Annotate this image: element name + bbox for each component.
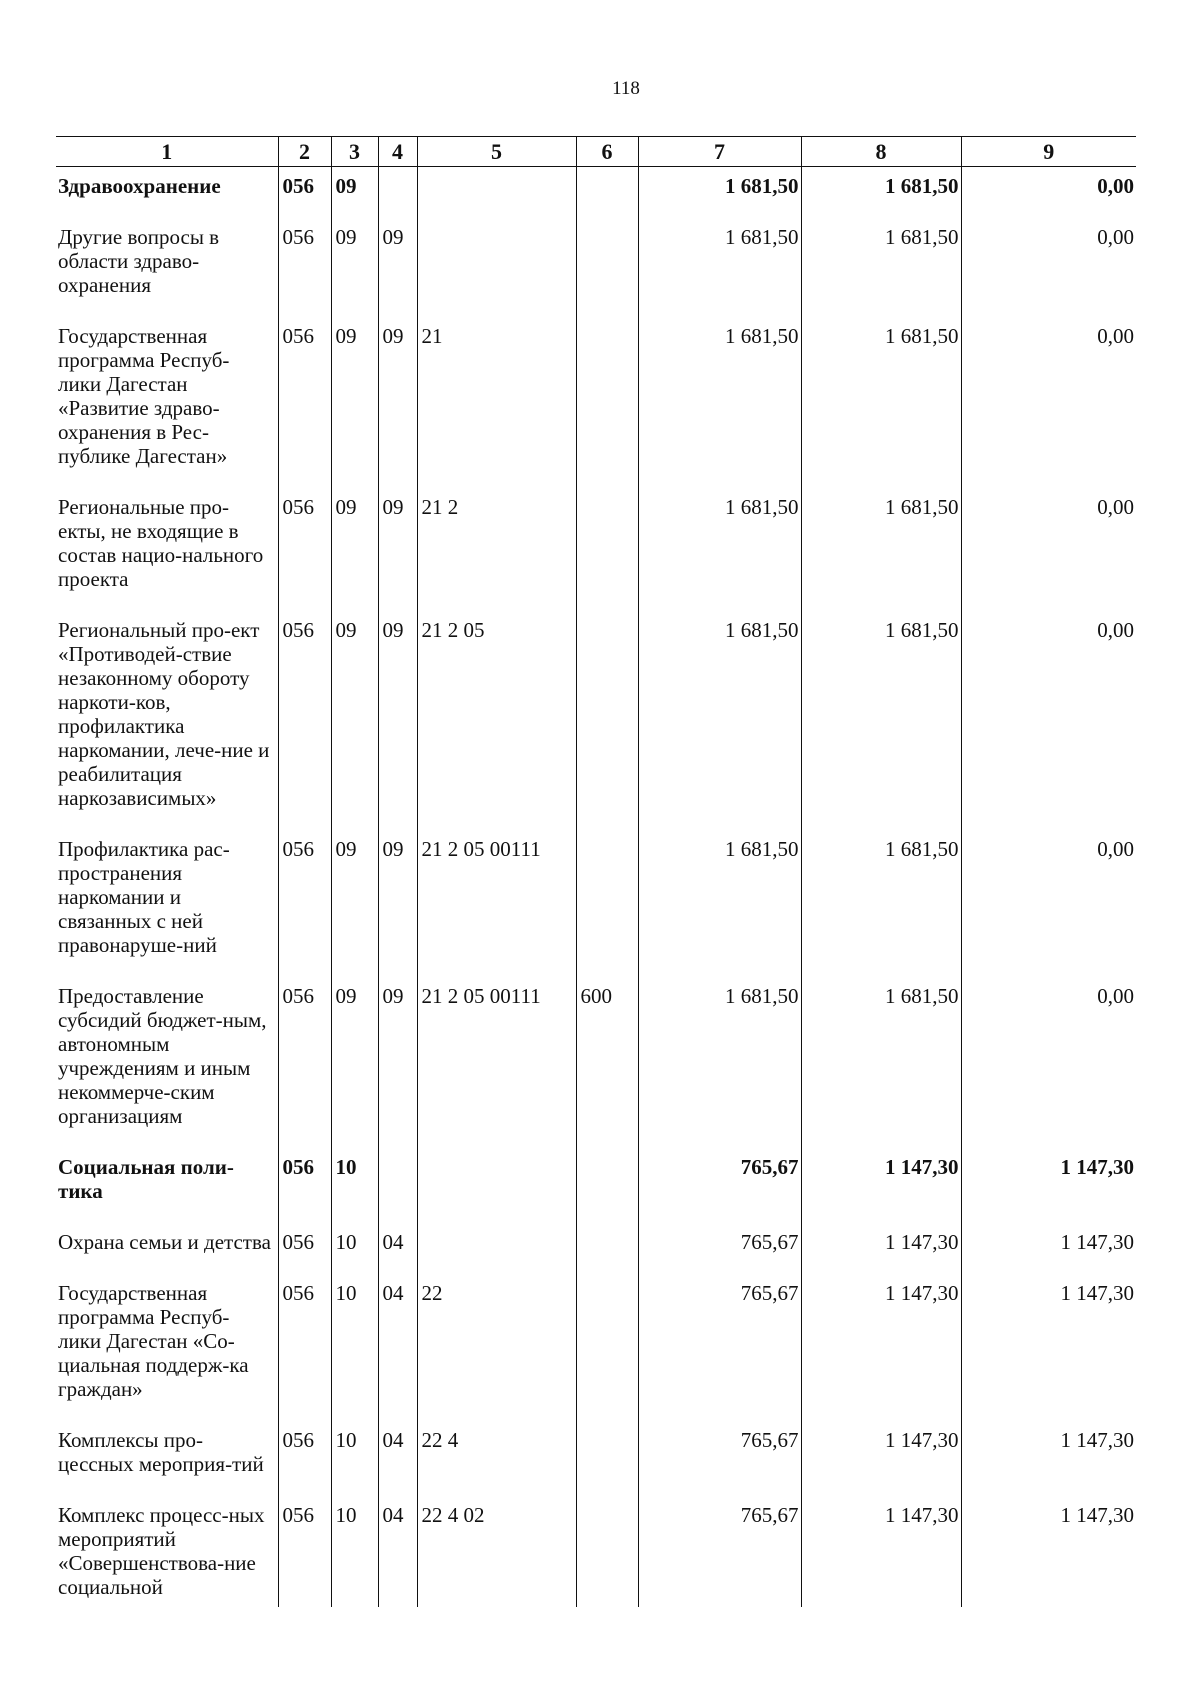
table-row bbox=[56, 167, 1136, 219]
cell-subsection bbox=[378, 167, 417, 219]
cell-amount-9: 1 147,30 bbox=[961, 1274, 1136, 1421]
cell-amount-9: 0,00 bbox=[961, 218, 1136, 317]
table-row bbox=[56, 1274, 1136, 1421]
cell-subsection: 09 bbox=[378, 488, 417, 611]
cell-amount-8: 1 681,50 bbox=[801, 488, 961, 611]
cell-amount-8: 1 147,30 bbox=[801, 1496, 961, 1607]
cell-amount-9: 1 147,30 bbox=[961, 1148, 1136, 1223]
table-row bbox=[56, 1421, 1136, 1496]
cell-amount-8: 1 147,30 bbox=[801, 1421, 961, 1496]
cell-admin-code: 056 bbox=[278, 218, 331, 317]
cell-section: 09 bbox=[331, 977, 378, 1148]
cell-amount-9: 0,00 bbox=[961, 167, 1136, 219]
table-row bbox=[56, 1496, 1136, 1607]
cell-section: 10 bbox=[331, 1148, 378, 1223]
cell-target-article: 21 bbox=[417, 317, 576, 488]
cell-subsection: 09 bbox=[378, 830, 417, 977]
cell-name: Комплекс процесс-ных мероприятий «Совершенствова-ние социальной bbox=[56, 1496, 278, 1607]
cell-amount-8: 1 681,50 bbox=[801, 611, 961, 830]
cell-expense-type bbox=[576, 488, 638, 611]
cell-admin-code: 056 bbox=[278, 1496, 331, 1607]
cell-admin-code: 056 bbox=[278, 1421, 331, 1496]
table-row bbox=[56, 488, 1136, 611]
cell-section: 09 bbox=[331, 830, 378, 977]
page-number: 118 bbox=[612, 78, 640, 99]
cell-target-article: 21 2 05 bbox=[417, 611, 576, 830]
column-header: 3 bbox=[331, 137, 378, 167]
cell-name: Комплексы про-цессных мероприя-тий bbox=[56, 1421, 278, 1496]
cell-section: 10 bbox=[331, 1496, 378, 1607]
cell-expense-type bbox=[576, 218, 638, 317]
budget-table bbox=[56, 136, 1136, 1607]
cell-section: 09 bbox=[331, 167, 378, 219]
cell-amount-8: 1 681,50 bbox=[801, 218, 961, 317]
column-header: 1 bbox=[56, 137, 278, 167]
cell-amount-7: 765,67 bbox=[638, 1223, 801, 1274]
cell-amount-8: 1 147,30 bbox=[801, 1148, 961, 1223]
cell-amount-9: 1 147,30 bbox=[961, 1223, 1136, 1274]
cell-amount-7: 1 681,50 bbox=[638, 830, 801, 977]
column-header: 9 bbox=[961, 137, 1136, 167]
column-header: 2 bbox=[278, 137, 331, 167]
cell-name: Социальная поли-тика bbox=[56, 1148, 278, 1223]
cell-target-article: 21 2 05 00111 bbox=[417, 830, 576, 977]
cell-admin-code: 056 bbox=[278, 167, 331, 219]
cell-expense-type bbox=[576, 611, 638, 830]
cell-amount-7: 765,67 bbox=[638, 1148, 801, 1223]
cell-name: Предоставление субсидий бюджет-ным, автономным учреждениям и иным некоммерче-ским организациям bbox=[56, 977, 278, 1148]
column-header: 5 bbox=[417, 137, 576, 167]
cell-target-article bbox=[417, 167, 576, 219]
cell-amount-8: 1 147,30 bbox=[801, 1274, 961, 1421]
column-header: 8 bbox=[801, 137, 961, 167]
cell-name: Охрана семьи и детства bbox=[56, 1223, 278, 1274]
cell-admin-code: 056 bbox=[278, 1148, 331, 1223]
cell-subsection: 09 bbox=[378, 317, 417, 488]
cell-target-article: 22 4 bbox=[417, 1421, 576, 1496]
cell-subsection: 04 bbox=[378, 1223, 417, 1274]
table-row bbox=[56, 1223, 1136, 1274]
cell-expense-type bbox=[576, 1496, 638, 1607]
cell-subsection bbox=[378, 1148, 417, 1223]
cell-name: Государственная программа Респуб-лики Дагестан «Развитие здраво-охранения в Рес-публике Дагестан» bbox=[56, 317, 278, 488]
cell-amount-8: 1 681,50 bbox=[801, 317, 961, 488]
cell-amount-9: 0,00 bbox=[961, 488, 1136, 611]
cell-admin-code: 056 bbox=[278, 1223, 331, 1274]
cell-amount-9: 1 147,30 bbox=[961, 1496, 1136, 1607]
cell-amount-7: 1 681,50 bbox=[638, 167, 801, 219]
cell-target-article bbox=[417, 1223, 576, 1274]
cell-subsection: 09 bbox=[378, 611, 417, 830]
table-row bbox=[56, 977, 1136, 1148]
cell-amount-8: 1 681,50 bbox=[801, 167, 961, 219]
cell-expense-type bbox=[576, 1223, 638, 1274]
table-row bbox=[56, 1148, 1136, 1223]
header-row bbox=[56, 137, 1136, 167]
cell-target-article bbox=[417, 218, 576, 317]
cell-expense-type bbox=[576, 1274, 638, 1421]
cell-admin-code: 056 bbox=[278, 488, 331, 611]
column-header: 6 bbox=[576, 137, 638, 167]
cell-section: 10 bbox=[331, 1223, 378, 1274]
cell-expense-type bbox=[576, 317, 638, 488]
cell-amount-9: 0,00 bbox=[961, 830, 1136, 977]
cell-amount-8: 1 681,50 bbox=[801, 977, 961, 1148]
cell-section: 10 bbox=[331, 1274, 378, 1421]
cell-section: 10 bbox=[331, 1421, 378, 1496]
cell-amount-7: 765,67 bbox=[638, 1274, 801, 1421]
cell-amount-8: 1 681,50 bbox=[801, 830, 961, 977]
cell-amount-7: 1 681,50 bbox=[638, 317, 801, 488]
cell-amount-7: 1 681,50 bbox=[638, 611, 801, 830]
column-header: 7 bbox=[638, 137, 801, 167]
cell-admin-code: 056 bbox=[278, 830, 331, 977]
cell-section: 09 bbox=[331, 611, 378, 830]
cell-admin-code: 056 bbox=[278, 977, 331, 1148]
cell-amount-9: 0,00 bbox=[961, 317, 1136, 488]
cell-expense-type bbox=[576, 167, 638, 219]
cell-amount-7: 1 681,50 bbox=[638, 977, 801, 1148]
cell-amount-9: 0,00 bbox=[961, 611, 1136, 830]
cell-subsection: 04 bbox=[378, 1496, 417, 1607]
cell-amount-9: 1 147,30 bbox=[961, 1421, 1136, 1496]
cell-expense-type bbox=[576, 1148, 638, 1223]
table-row bbox=[56, 611, 1136, 830]
column-header: 4 bbox=[378, 137, 417, 167]
cell-amount-7: 1 681,50 bbox=[638, 488, 801, 611]
cell-expense-type bbox=[576, 830, 638, 977]
cell-amount-9: 0,00 bbox=[961, 977, 1136, 1148]
cell-expense-type bbox=[576, 1421, 638, 1496]
cell-name: Региональный про-ект «Противодей-ствие незаконному обороту наркоти-ков, профилактика наркомании, лече-ние и реабилитация наркозависимых» bbox=[56, 611, 278, 830]
cell-name: Региональные про-екты, не входящие в состав нацио-нального проекта bbox=[56, 488, 278, 611]
cell-subsection: 04 bbox=[378, 1421, 417, 1496]
table-row bbox=[56, 218, 1136, 317]
cell-target-article bbox=[417, 1148, 576, 1223]
cell-target-article: 21 2 bbox=[417, 488, 576, 611]
cell-target-article: 22 bbox=[417, 1274, 576, 1421]
table-row bbox=[56, 830, 1136, 977]
cell-subsection: 04 bbox=[378, 1274, 417, 1421]
cell-name: Профилактика рас-пространения наркомании и связанных с ней правонаруше-ний bbox=[56, 830, 278, 977]
cell-name: Здравоохранение bbox=[56, 167, 278, 219]
cell-name: Государственная программа Респуб-лики Дагестан «Со-циальная поддерж-ка граждан» bbox=[56, 1274, 278, 1421]
cell-amount-7: 765,67 bbox=[638, 1496, 801, 1607]
cell-section: 09 bbox=[331, 317, 378, 488]
table-row bbox=[56, 317, 1136, 488]
cell-name: Другие вопросы в области здраво-охранения bbox=[56, 218, 278, 317]
cell-subsection: 09 bbox=[378, 977, 417, 1148]
cell-amount-8: 1 147,30 bbox=[801, 1223, 961, 1274]
cell-admin-code: 056 bbox=[278, 611, 331, 830]
cell-section: 09 bbox=[331, 488, 378, 611]
cell-expense-type: 600 bbox=[576, 977, 638, 1148]
cell-target-article: 22 4 02 bbox=[417, 1496, 576, 1607]
cell-amount-7: 1 681,50 bbox=[638, 218, 801, 317]
cell-section: 09 bbox=[331, 218, 378, 317]
cell-admin-code: 056 bbox=[278, 1274, 331, 1421]
cell-target-article: 21 2 05 00111 bbox=[417, 977, 576, 1148]
cell-amount-7: 765,67 bbox=[638, 1421, 801, 1496]
cell-subsection: 09 bbox=[378, 218, 417, 317]
cell-admin-code: 056 bbox=[278, 317, 331, 488]
